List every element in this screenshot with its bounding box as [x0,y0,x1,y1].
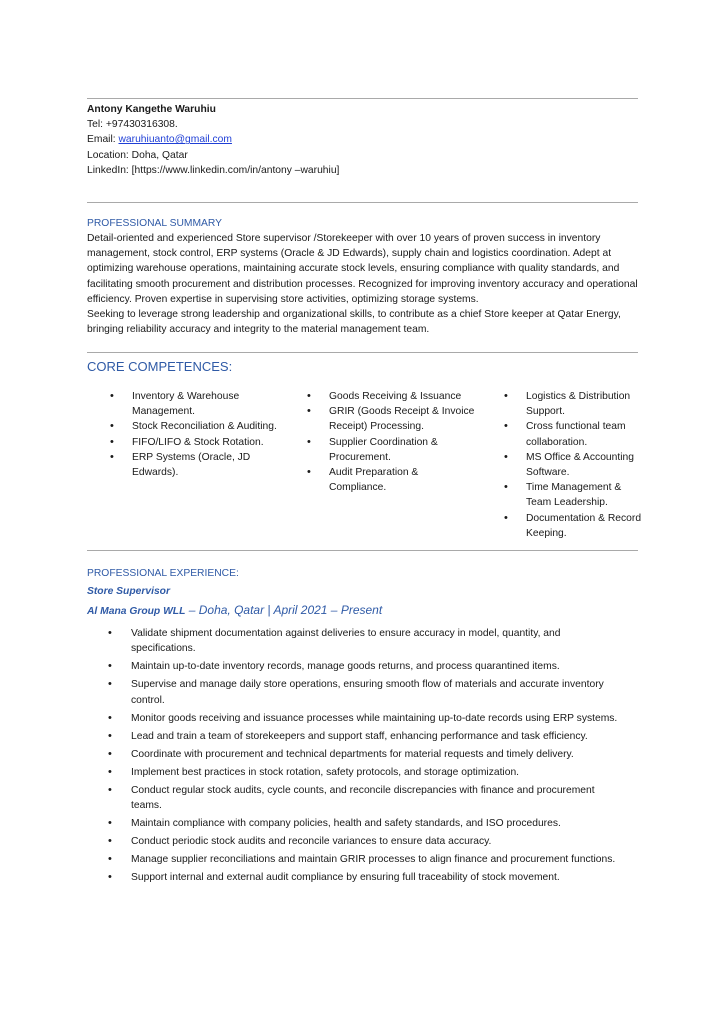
competence-item: • Documentation & Record Keeping. [504,511,642,541]
location: Location: Doha, Qatar [87,149,188,161]
competence-item: • Goods Receiving & Issuance [307,389,477,404]
competence-item: • Audit Preparation & Compliance. [307,465,477,495]
experience-bullet: • Maintain compliance with company policies, health and safety standards, and ISO procedures. [108,816,618,831]
competence-item: • ERP Systems (Oracle, JD Edwards). [110,450,280,480]
candidate-name: Antony Kangethe Waruhiu [87,104,216,115]
experience-bullet: • Coordinate with procurement and technical departments for material requests and timely delivery. [108,747,618,762]
experience-bullet: • Validate shipment documentation against deliveries to ensure accuracy in model, quantity, and specifications. [108,626,618,657]
summary-heading: PROFESSIONAL SUMMARY [87,218,223,229]
competences-list-2 [307,389,477,495]
experience-bullet: • Conduct periodic stock audits and reconcile variances to ensure data accuracy. [108,834,618,849]
experience-bullet: • Lead and train a team of storekeepers and support staff, enhancing performance and task efficiency. [108,729,618,744]
competences-heading: CORE COMPETENCES: [87,359,233,374]
experience-bullet: • Manage supplier reconciliations and maintain GRIR processes to align finance and procurement functions. [108,852,618,867]
competence-item: • FIFO/LIFO & Stock Rotation. [110,435,280,450]
experience-bullets [108,626,618,888]
phone: Tel: +97430316308. [87,119,178,131]
competences-column-1 [110,389,280,480]
competence-item: • MS Office & Accounting Software. [504,450,642,480]
competence-item: • Logistics & Distribution Support. [504,389,642,419]
experience-bullet: • Maintain up-to-date inventory records, manage goods returns, and process quarantined items. [108,659,618,674]
summary-paragraph-2: Seeking to leverage strong leadership and organizational skills, to contribute as a chief Store keeper at Qatar Energy, bringing reliability accuracy and integrity to the material management team. [87,309,621,336]
competence-item: • Supplier Coordination & Procurement. [307,435,477,465]
competence-item: • Inventory & Warehouse Management. [110,389,280,419]
competence-item: • Time Management & Team Leadership. [504,480,642,510]
competences-column-3 [504,389,642,541]
competences-list-1 [110,389,280,480]
experience-bullet: • Support internal and external audit compliance by ensuring full traceability of stock movement. [108,870,618,885]
experience-bullet: • Implement best practices in stock rotation, safety protocols, and storage optimization. [108,765,618,780]
company-detail: – Doha, Qatar | April 2021 – Present [185,603,383,618]
experience-heading: PROFESSIONAL EXPERIENCE: [87,568,239,579]
contact-block [87,102,638,178]
summary-divider [87,352,638,353]
email-link[interactable]: waruhiuanto@gmail.com [118,134,232,146]
experience-bullet: • Conduct regular stock audits, cycle counts, and reconcile discrepancies with finance and procurement teams. [108,783,618,814]
contact-divider [87,202,638,203]
email-line [87,132,638,147]
experience-header [87,566,638,620]
linkedin: LinkedIn: [https://www.linkedin.com/in/antony –waruhiu] [87,164,340,176]
competence-item: • Cross functional team collaboration. [504,419,642,449]
email-label: Email: [87,134,119,146]
top-divider [87,98,638,99]
summary-paragraph-1: Detail-oriented and experienced Store supervisor /Storekeeper with over 10 years of proven success in inventory management, stock control, ERP systems (Oracle & JD Edwards), supply chain and logistics coordination. Adept at optimizing warehouse operations, maintaining accurate stock levels, ensuring compliance with quality standards, and facilitating smooth procurement and distribution processes. Recognized for improving inventory accuracy and operational efficiency. Proven expertise in supervising store activities, optimizing storage systems. [87,233,638,305]
competences-column-2 [307,389,477,495]
experience-bullet: • Supervise and manage daily store operations, ensuring smooth flow of materials and accurate inventory control. [108,677,618,708]
company-line [87,602,638,620]
competences-divider [87,550,638,551]
competence-item: • Stock Reconciliation & Auditing. [110,419,280,434]
role-title: Store Supervisor [87,586,170,597]
competences-list-3 [504,389,642,541]
experience-bullet: • Monitor goods receiving and issuance processes while maintaining up-to-date records using ERP systems. [108,711,618,726]
competence-item: • GRIR (Goods Receipt & Invoice Receipt) Processing. [307,404,477,434]
company-name: Al Mana Group WLL [87,606,186,618]
summary-section [87,216,638,337]
